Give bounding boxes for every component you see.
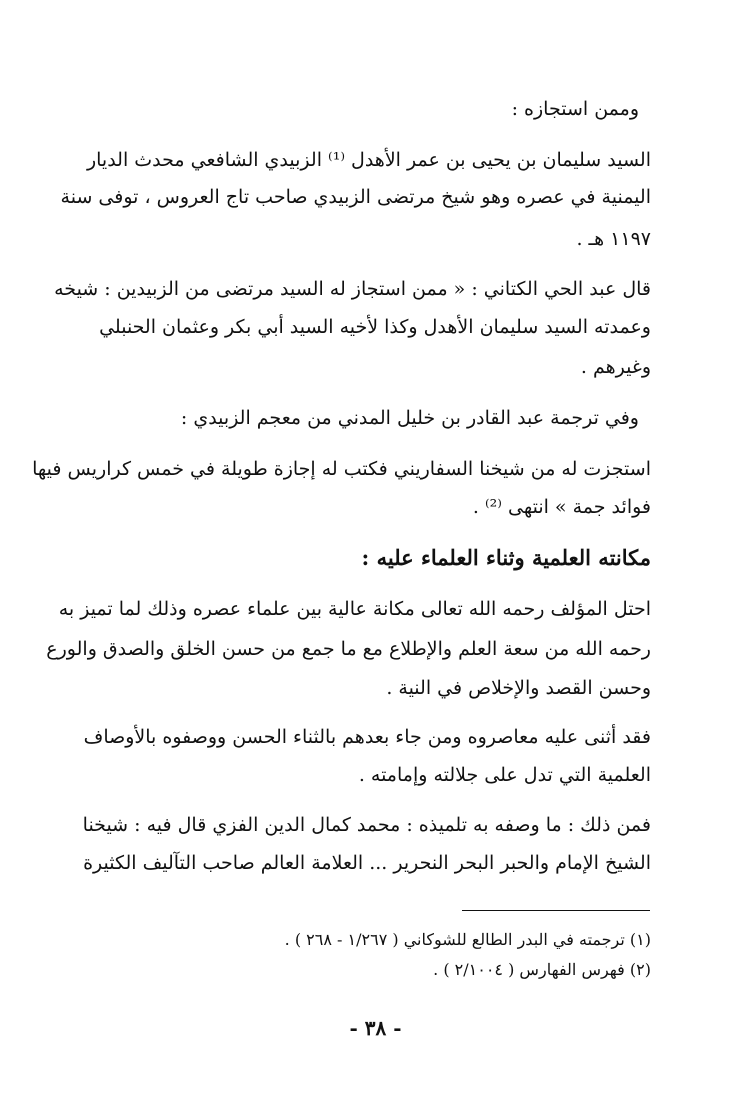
text-line-15: العلمية التي تدل على جلالته وإمامته . xyxy=(358,764,651,786)
section-heading: مكانته العلمية وثناء العلماء عليه : xyxy=(361,545,651,570)
text-line-5: قال عبد الحي الكتاني : « ممن استجاز له السيد مرتضى من الزبيدين : شيخه xyxy=(54,278,651,300)
page-number: - ٣٨ - xyxy=(349,1016,402,1040)
text-line-7: وغيرهم . xyxy=(580,356,651,378)
footnote-1: (١) ترجمته في البدر الطالع للشوكاني ( ١/٢٦٧ - ٢٦٨ ) . xyxy=(284,930,651,949)
text-line-14: فقد أثنى عليه معاصروه ومن جاء بعدهم بالثناء الحسن ووصفوه بالأوصاف xyxy=(83,726,651,748)
text-line-6: وعمدته السيد سليمان الأهدل وكذا لأخيه السيد أبي بكر وعثمان الحنبلي xyxy=(99,316,651,338)
text-line-3: اليمنية في عصره وهو شيخ مرتضى الزبيدي صاحب تاج العروس ، توفى سنة xyxy=(60,186,651,208)
footnote-2: (٢) فهرس الفهارس ( ٢/١٠٠٤ ) . xyxy=(433,960,651,979)
text-line-17: الشيخ الإمام والحبر البحر النحرير ... العلامة العالم صاحب التآليف الكثيرة xyxy=(83,852,651,874)
text-line-4: ١١٩٧ هـ . xyxy=(576,228,651,250)
text-line-16: فمن ذلك : ما وصفه به تلميذه : محمد كمال الدين الفزي قال فيه : شيخنا xyxy=(82,814,651,836)
text-line-8: وفي ترجمة عبد القادر بن خليل المدني من معجم الزبيدي : xyxy=(180,407,639,429)
footnote-separator xyxy=(462,910,650,911)
text-line-10: فوائد جمة » انتهى ⁽²⁾ . xyxy=(472,496,651,518)
text-line-11: احتل المؤلف رحمه الله تعالى مكانة عالية بين علماء عصره وذلك لما تميز به xyxy=(58,598,651,620)
text-line-2: السيد سليمان بن يحيى بن عمر الأهدل ⁽¹⁾ الزبيدي الشافعي محدث الديار xyxy=(86,149,651,171)
text-line-9: استجزت له من شيخنا السفاريني فكتب له إجازة طويلة في خمس كراريس فيها xyxy=(32,458,651,480)
text-line-13: وحسن القصد والإخلاص في النية . xyxy=(386,677,651,699)
text-line-1: وممن استجازه : xyxy=(511,98,639,120)
text-line-12: رحمه الله من سعة العلم والإطلاع مع ما جمع من حسن الخلق والصدق والورع xyxy=(46,638,651,660)
